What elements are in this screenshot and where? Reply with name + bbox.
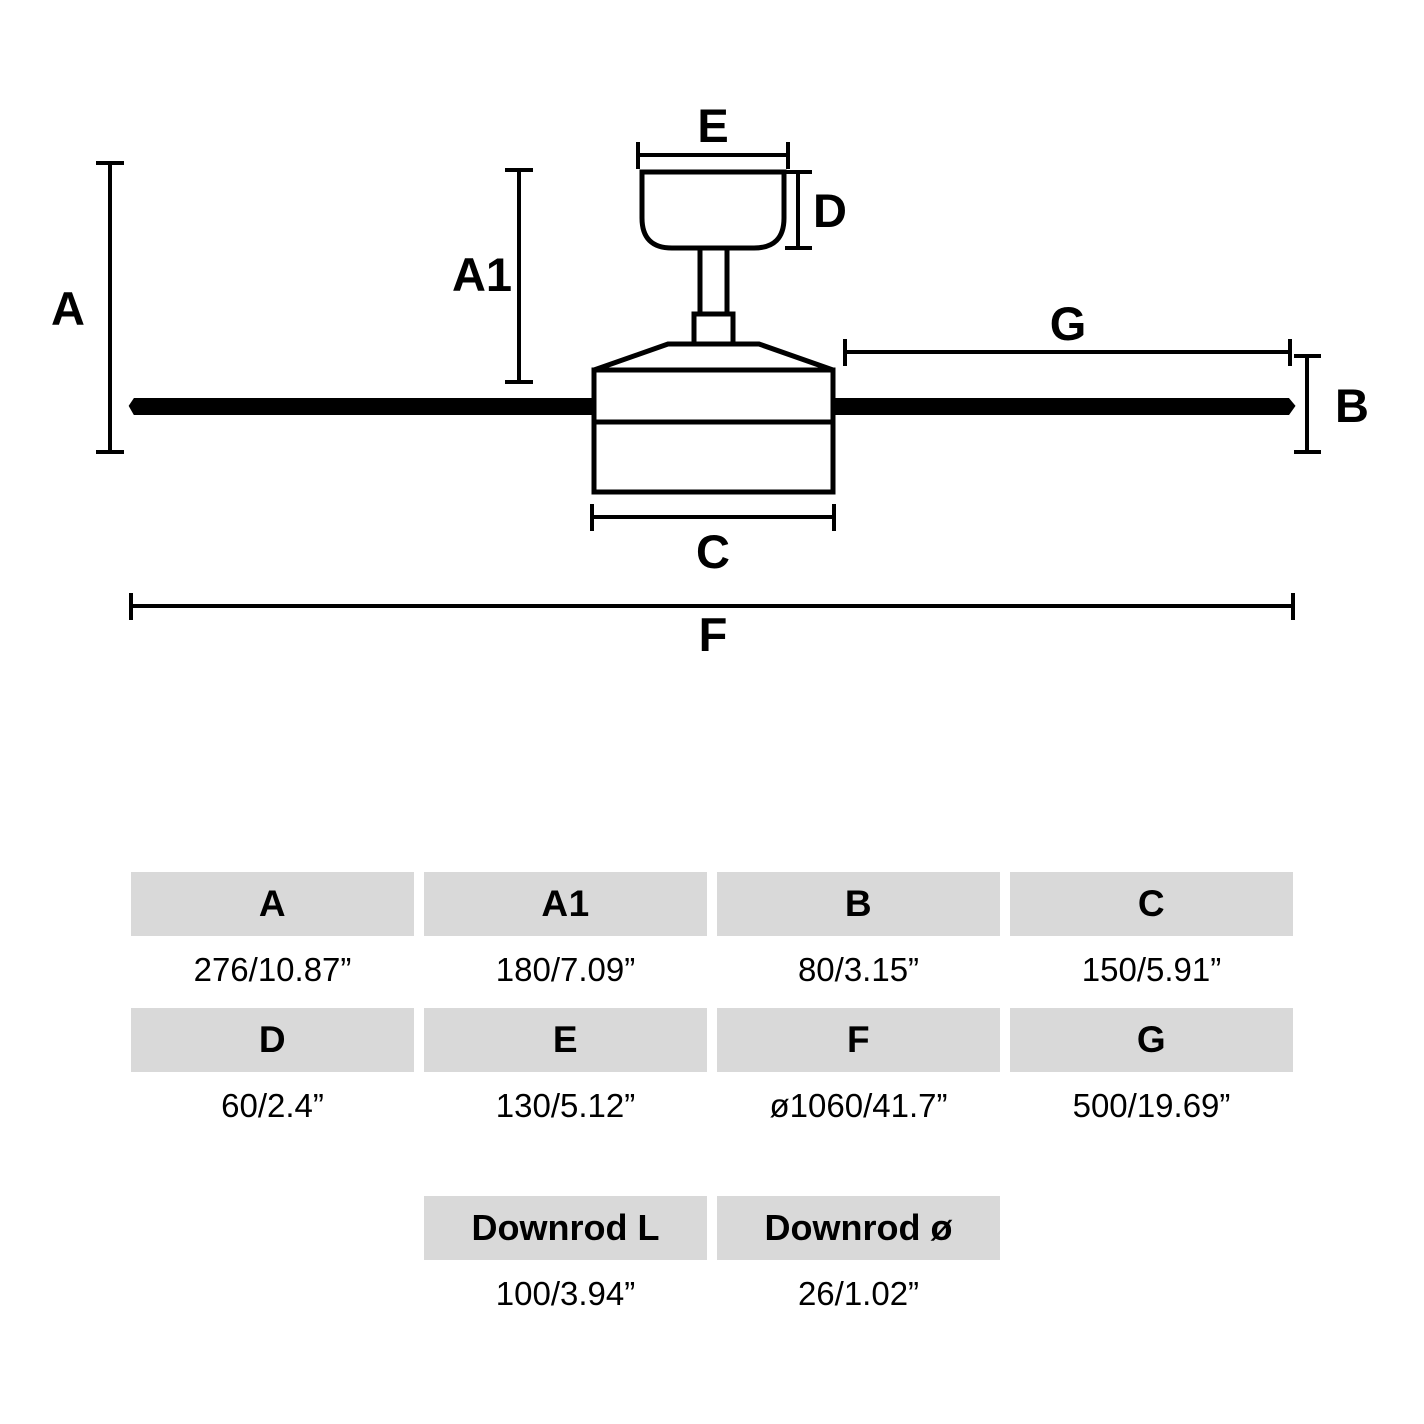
label-D: D bbox=[813, 184, 847, 237]
table-value-B: 80/3.15” bbox=[797, 951, 920, 988]
table-value-A: 276/10.87” bbox=[193, 951, 352, 988]
fan-body-illustration bbox=[131, 172, 1293, 492]
canopy-shape bbox=[642, 172, 784, 248]
label-G: G bbox=[1049, 297, 1087, 350]
table-value-row-2 bbox=[131, 1072, 1294, 1140]
blade-left bbox=[131, 400, 594, 413]
table-value-A1: 180/7.09” bbox=[495, 951, 636, 988]
table-header-E: E bbox=[424, 1008, 707, 1072]
downrod-table bbox=[424, 1196, 1001, 1328]
table-header-row-1 bbox=[131, 872, 1294, 936]
table-header-B: B bbox=[717, 872, 1000, 936]
table-value-D: 60/2.4” bbox=[221, 1087, 324, 1124]
table-value-G: 500/19.69” bbox=[1072, 1087, 1231, 1124]
motor-housing-lower bbox=[594, 422, 833, 492]
downrod-value-length: 100/3.94” bbox=[495, 1275, 636, 1312]
label-A1: A1 bbox=[451, 248, 513, 301]
fan-dimension-drawing bbox=[0, 0, 1424, 700]
motor-top-cone bbox=[594, 344, 833, 370]
label-A: A bbox=[51, 282, 85, 335]
label-C: C bbox=[696, 525, 730, 578]
table-header-C: C bbox=[1010, 872, 1293, 936]
table-header-A1: A1 bbox=[424, 872, 707, 936]
downrod-header-row bbox=[424, 1196, 1001, 1260]
downrod-value-row bbox=[424, 1260, 1001, 1328]
table-header-row-2 bbox=[131, 1008, 1294, 1072]
dimension-A bbox=[96, 163, 124, 452]
downrod-header-diameter: Downrod ø bbox=[717, 1196, 1000, 1260]
downrod-coupling bbox=[694, 314, 733, 344]
table-value-F: ø1060/41.7” bbox=[769, 1087, 948, 1124]
table-value-row-1 bbox=[131, 936, 1294, 1004]
dimension-table bbox=[131, 872, 1294, 1140]
label-F: F bbox=[698, 608, 728, 661]
downrod-value-diameter: 26/1.02” bbox=[797, 1275, 920, 1312]
label-E: E bbox=[697, 99, 729, 152]
table-header-D: D bbox=[131, 1008, 414, 1072]
downrod-shape bbox=[700, 248, 727, 314]
dimension-D bbox=[785, 172, 812, 248]
table-header-A: A bbox=[131, 872, 414, 936]
motor-housing-upper bbox=[594, 370, 833, 422]
label-B: B bbox=[1335, 379, 1369, 432]
table-value-E: 130/5.12” bbox=[495, 1087, 636, 1124]
dimension-B bbox=[1294, 356, 1321, 452]
table-header-G: G bbox=[1010, 1008, 1293, 1072]
table-header-F: F bbox=[717, 1008, 1000, 1072]
blade-right bbox=[833, 400, 1293, 413]
downrod-header-length: Downrod L bbox=[424, 1196, 707, 1260]
table-value-C: 150/5.91” bbox=[1081, 951, 1222, 988]
